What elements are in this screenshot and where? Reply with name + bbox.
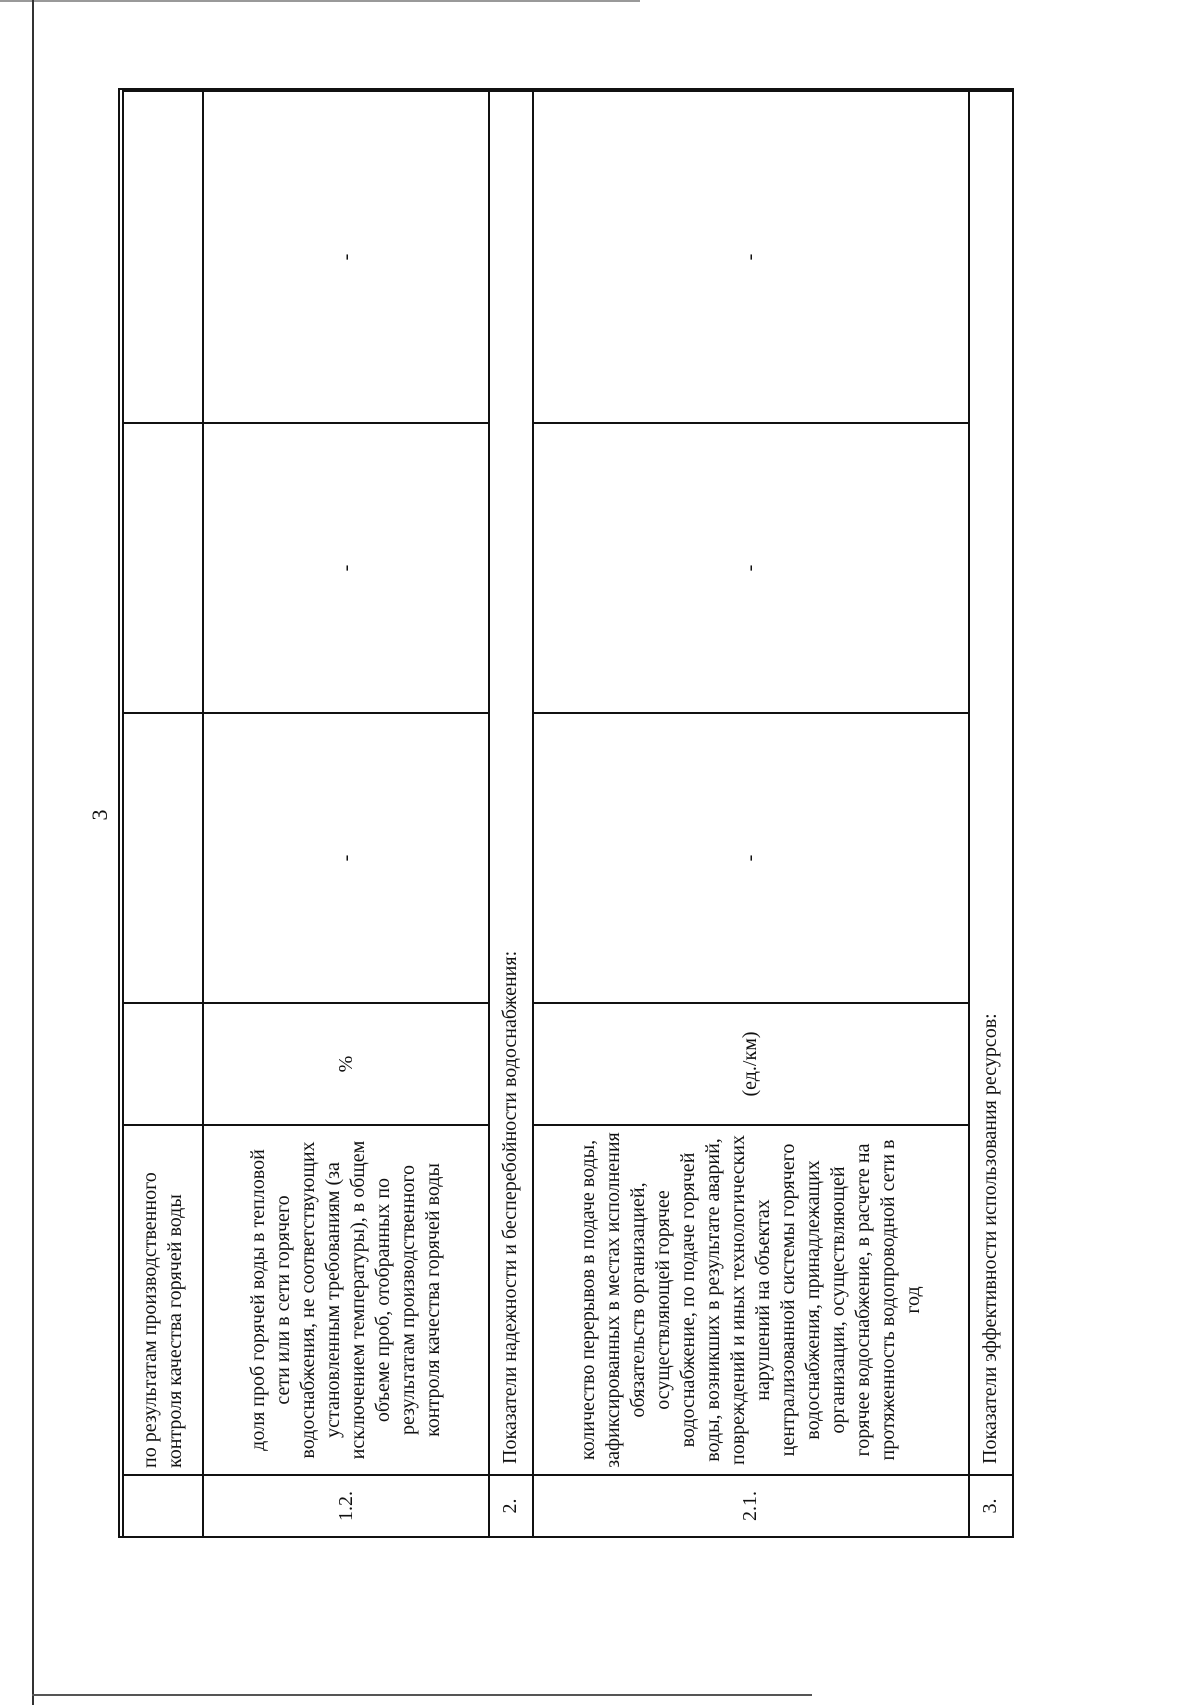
indicator-text: количество перерывов в подаче воды, зафиксированных в местах исполнения обязательств организацией, осуществляющей горячее водоснабжение, по подаче горячей воды, возникших в результате аварий, повреждений и иных технологических нарушений на объектах централизованной системы горячего водоснабжения, принадлежащих организации, осуществляющей горячее водоснабжение, в расчете на протяженность водопроводной сети в год	[533, 1125, 968, 1475]
row-number: 1.2.	[203, 1475, 488, 1537]
indicators-table	[122, 90, 1014, 1538]
section-number: 3.	[969, 1475, 1013, 1537]
indicator-text: доля проб горячей воды в тепловой сети или в сети горячего водоснабжения, не соответствующих установленным требованиям (за исключением температуры), в общем объеме проб, отобранных по результатам производственного контроля качества горячей воды	[203, 1125, 488, 1475]
value-cell: -	[533, 91, 968, 423]
row-number	[123, 1475, 203, 1537]
unit-cell	[123, 1003, 203, 1125]
value-cell	[123, 423, 203, 713]
scan-edge-bottom	[32, 1694, 812, 1696]
scan-edge-top	[0, 0, 640, 2]
section-title: Показатели эффективности использования ресурсов:	[969, 91, 1013, 1475]
section-row-3	[969, 91, 1013, 1537]
scan-edge-left	[32, 0, 34, 1705]
table-row-2-1	[533, 91, 968, 1537]
table-row-continuation	[123, 91, 203, 1537]
unit-cell: %	[203, 1003, 488, 1125]
value-cell: -	[203, 91, 488, 423]
section-title: Показатели надежности и бесперебойности водоснабжения:	[489, 91, 533, 1475]
value-cell: -	[533, 423, 968, 713]
value-cell: -	[203, 713, 488, 1003]
row-number: 2.1.	[533, 1475, 968, 1537]
page-number: 3	[87, 809, 112, 821]
indicators-table-frame	[118, 88, 1014, 1538]
unit-cell: (ед./км)	[533, 1003, 968, 1125]
value-cell: -	[203, 423, 488, 713]
rotated-table-content	[122, 92, 1014, 1538]
value-cell: -	[533, 713, 968, 1003]
table-row-1-2	[203, 91, 488, 1537]
section-row-2	[489, 91, 533, 1537]
section-number: 2.	[489, 1475, 533, 1537]
indicator-text: по результатам производственного контроля качества горячей воды	[123, 1125, 203, 1475]
value-cell	[123, 713, 203, 1003]
value-cell	[123, 91, 203, 423]
